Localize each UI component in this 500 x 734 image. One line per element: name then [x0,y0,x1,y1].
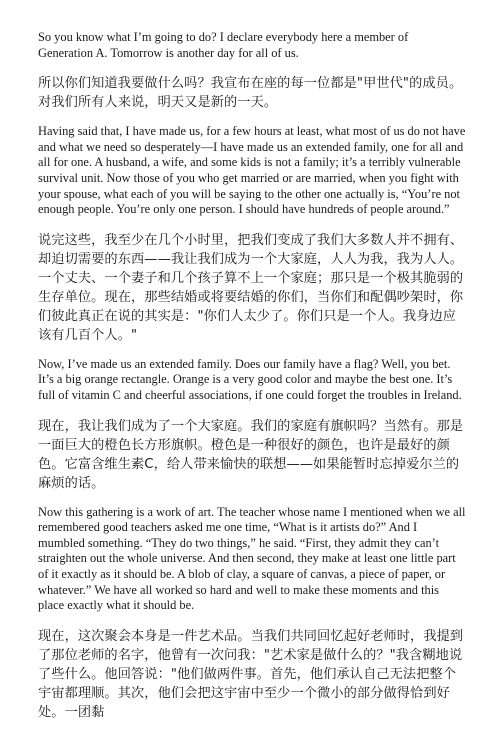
paragraph-zh-3: 现在，我让我们成为了一个大家庭。我们的家庭有旗帜吗？当然有。那是一面巨大的橙色长方形旗帜。橙色是一种很好的颜色，也许是最好的颜色。它富含维生素C，给人带来愉快的联想——如果能暂时忘掉爱尔兰的麻烦的话。 [38,418,464,491]
paragraph-en-3: Now, I’ve made us an extended family. Does our family have a flag? Well, you bet. It’s a big orange rectangle. Orange is a very good color and maybe the best one. It’s full of vitamin C and cheerful associations, if one could forget the troubles in Ireland. [38,356,462,402]
paragraph-zh-4: 现在，这次聚会本身是一件艺术品。当我们共同回忆起好老师时，我提到了那位老师的名字，他曾有一次问我："艺术家是做什么的？"我含糊地说了些什么。他回答说："他们做两件事。首先，他们承认自己无法把整个宇宙都理顺。其次，他们会把这宇宙中至少一个微小的部分做得恰到好处。一团黏 [38,628,464,720]
paragraph-en-4: Now this gathering is a work of art. The teacher whose name I mentioned when we all remembered good teachers asked me one time, “What is it artists do?” And I mumbled something. “They do two things,” he said. “First, they admit they can’t straighten out the whole universe. And then second, they make at least one little part of it exactly as it should be. A blob of clay, a square of canvas, a piece of paper, or whatever.” We have all worked so hard and well to make these moments and this place exactly what it should be. [38,504,466,613]
paragraph-zh-1: 所以你们知道我要做什么吗？我宣布在座的每一位都是"甲世代"的成员。对我们所有人来说，明天又是新的一天。 [38,76,463,111]
document-page [38,30,466,734]
paragraph-zh-2: 说完这些，我至少在几个小时里，把我们变成了我们大多数人并不拥有、却迫切需要的东西——我让我们成为一个大家庭，人人为我，我为人人。一个丈夫、一个妻子和几个孩子算不上一个家庭；那只是一个极其脆弱的生存单位。现在，那些结婚或将要结婚的你们，当你们和配偶吵架时，你们彼此真正在说的其实是："你们人太少了。你们只是一个人。我身边应该有几百个人。" [38,232,464,343]
paragraph-en-1: So you know what I’m going to do? I declare everybody here a member of Generation A. Tomorrow is another day for all of us. [38,30,409,60]
paragraph-en-2: Having said that, I have made us, for a few hours at least, what most of us do not have and what we need so desperately—I have made us an extended family, one for all and all for one. A husband, a wife, and some kids is not a family; it’s a terribly vulnerable survival unit. Now those of you who get married or are married, when you fight with your spouse, what each of you will be saying to the other one actually is, “You’re not enough people. You’re only one person. I should have hundreds of people around.” [38,124,466,217]
